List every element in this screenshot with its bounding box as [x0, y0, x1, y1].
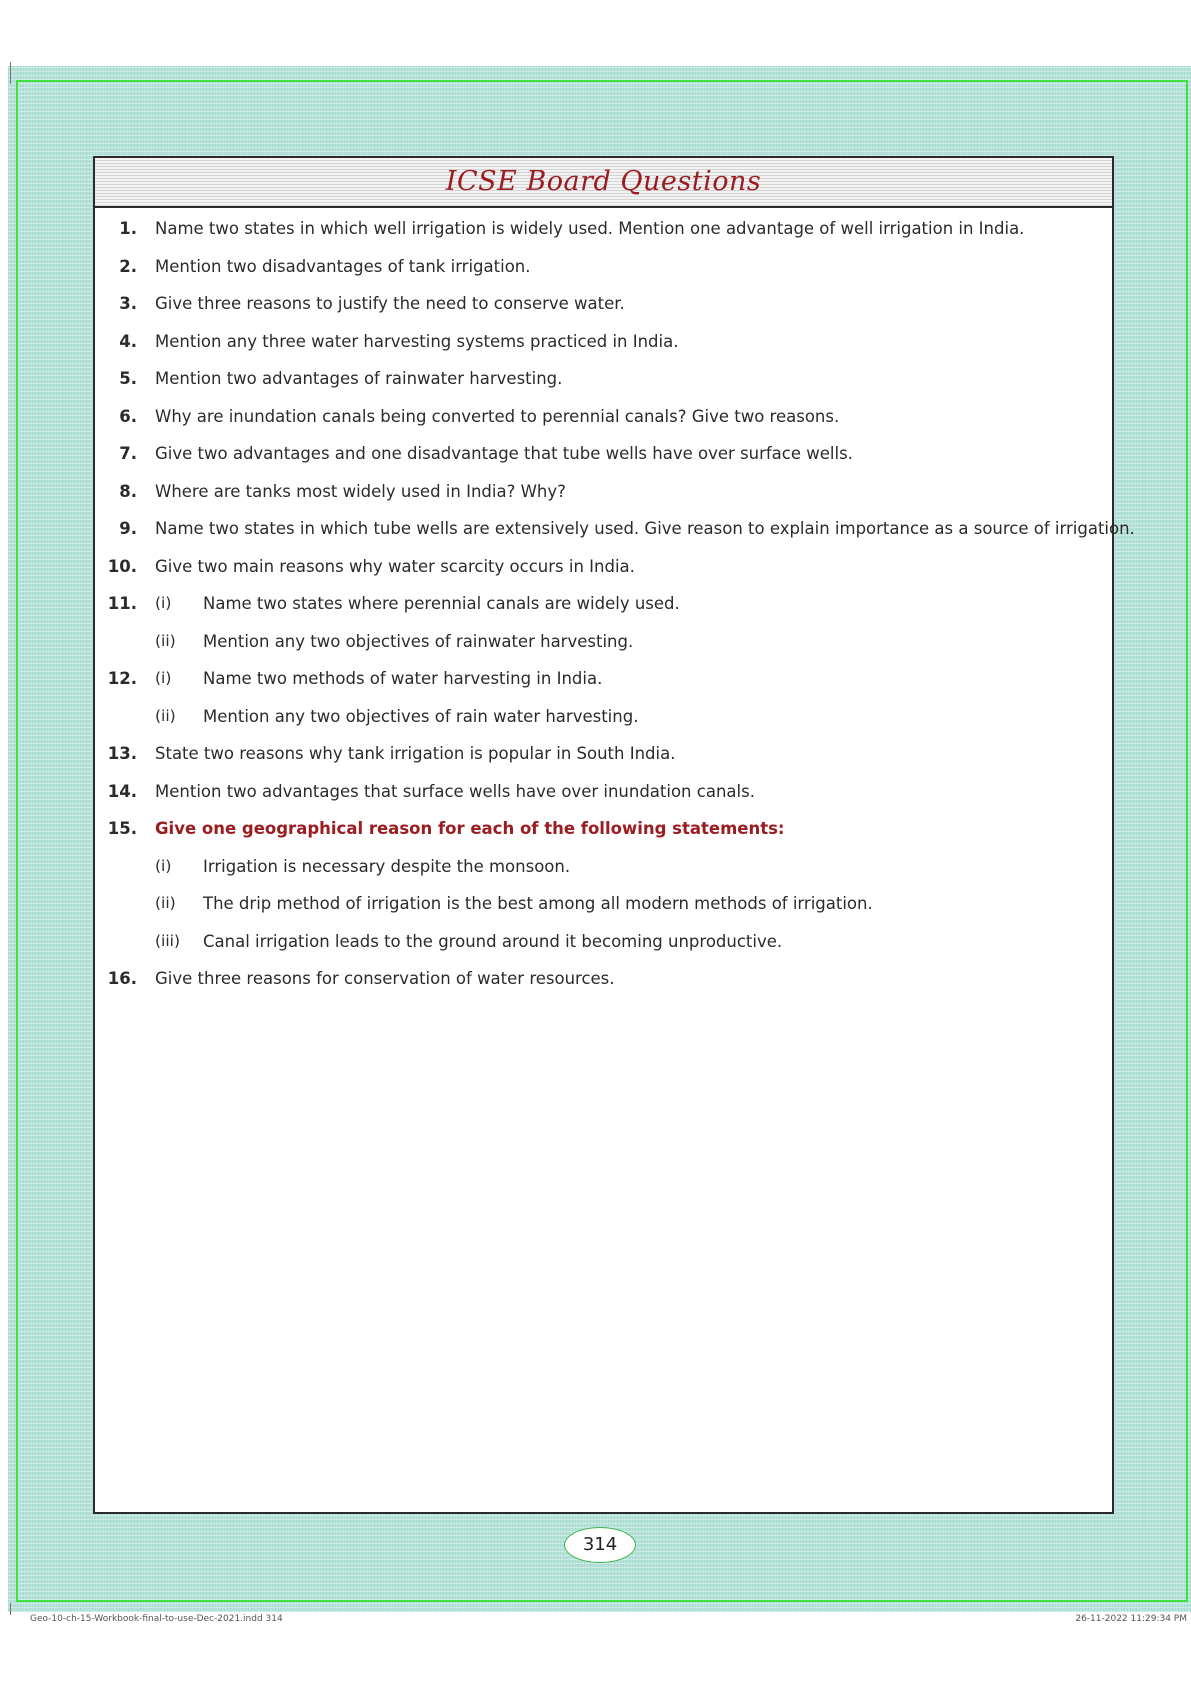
- question-number: 16.: [107, 969, 137, 988]
- question-number: 3.: [119, 294, 137, 313]
- sub-question-text: Mention any two objectives of rainwater harvesting.: [203, 631, 634, 651]
- question-12: [95, 660, 1112, 698]
- question-text: Mention two disadvantages of tank irrigation.: [155, 256, 531, 276]
- question-2: [95, 248, 1112, 286]
- question-text: Mention two advantages that surface wells have over inundation canals.: [155, 781, 755, 801]
- question-text: Give three reasons for conservation of water resources.: [155, 969, 615, 988]
- question-4: [95, 323, 1112, 361]
- question-number: 13.: [107, 744, 137, 763]
- sub-question-text: The drip method of irrigation is the best among all modern methods of irrigation.: [203, 894, 873, 913]
- print-slug-right: 26-11-2022 11:29:34 PM: [1075, 1614, 1187, 1624]
- sub-question-text: Irrigation is necessary despite the monsoon.: [203, 856, 571, 876]
- question-text: Give two advantages and one disadvantage that tube wells have over surface wells.: [155, 444, 853, 463]
- question-8: [95, 473, 1112, 511]
- question-number: 8.: [119, 481, 137, 501]
- crop-mark: [10, 62, 11, 84]
- sub-question-label: (ii): [155, 631, 176, 650]
- question-11: [95, 585, 1112, 623]
- question-text: Give one geographical reason for each of the following statements:: [155, 819, 785, 838]
- panel-header: [95, 158, 1112, 208]
- questions-panel: [93, 156, 1135, 1514]
- question-15-part: [95, 885, 1112, 923]
- question-number: 1.: [119, 219, 137, 238]
- question-text: Give two main reasons why water scarcity occurs in India.: [155, 556, 635, 576]
- question-7: [95, 435, 1112, 473]
- question-6: [95, 398, 1112, 436]
- page-number: 314: [564, 1527, 636, 1563]
- question-number: 4.: [119, 331, 137, 351]
- question-text: Mention any three water harvesting systems practiced in India.: [155, 331, 679, 351]
- question-number: 2.: [119, 256, 137, 276]
- question-number: 10.: [107, 556, 137, 576]
- question-number: 6.: [119, 406, 137, 426]
- question-14: [95, 773, 1112, 811]
- sub-question-label: (i): [155, 856, 172, 875]
- question-text: Where are tanks most widely used in India? Why?: [155, 481, 566, 501]
- question-3: [95, 285, 1112, 323]
- sub-question-label: (iii): [155, 931, 181, 950]
- question-9: [95, 510, 1135, 548]
- sub-question-label: (ii): [155, 894, 176, 912]
- question-text: State two reasons why tank irrigation is popular in South India.: [155, 744, 676, 763]
- question-text: Name two states in which tube wells are extensively used. Give reason to explain importance as a source of irrigation.: [155, 519, 1135, 538]
- question-number: 9.: [119, 519, 137, 538]
- sub-question-text: Canal irrigation leads to the ground around it becoming unproductive.: [203, 931, 783, 951]
- sub-question-label: (i): [155, 669, 172, 687]
- question-number: 15.: [107, 819, 137, 838]
- question-text: Mention two advantages of rainwater harvesting.: [155, 369, 563, 388]
- sub-question-label: (i): [155, 594, 172, 612]
- question-16: [95, 960, 1112, 998]
- question-12-part: [95, 698, 1112, 736]
- sub-question-text: Name two states where perennial canals are widely used.: [203, 594, 680, 613]
- question-15: [95, 810, 1112, 848]
- question-15-part: [95, 923, 1112, 961]
- sub-question-text: Name two methods of water harvesting in India.: [203, 669, 603, 688]
- print-slug-left: Geo-10-ch-15-Workbook-final-to-use-Dec-2021.indd 314: [30, 1614, 283, 1624]
- question-text: Name two states in which well irrigation is widely used. Mention one advantage of well irrigation in India.: [155, 219, 1025, 238]
- question-number: 12.: [107, 669, 137, 688]
- question-5: [95, 360, 1112, 398]
- sub-question-label: (ii): [155, 706, 176, 725]
- crop-mark: [10, 1603, 11, 1615]
- question-text: Why are inundation canals being converted to perennial canals? Give two reasons.: [155, 406, 840, 426]
- question-number: 11.: [107, 594, 137, 613]
- question-text: Give three reasons to justify the need to conserve water.: [155, 294, 625, 313]
- question-1: [95, 210, 1112, 248]
- question-number: 14.: [107, 781, 137, 801]
- sub-question-text: Mention any two objectives of rain water harvesting.: [203, 706, 639, 726]
- question-13: [95, 735, 1112, 773]
- page-title: ICSE Board Questions: [445, 166, 762, 197]
- question-10: [95, 548, 1112, 586]
- question-11-part: [95, 623, 1112, 661]
- question-15-part: [95, 848, 1112, 886]
- question-list: [95, 210, 1135, 998]
- question-number: 5.: [119, 369, 137, 388]
- question-number: 7.: [119, 444, 137, 463]
